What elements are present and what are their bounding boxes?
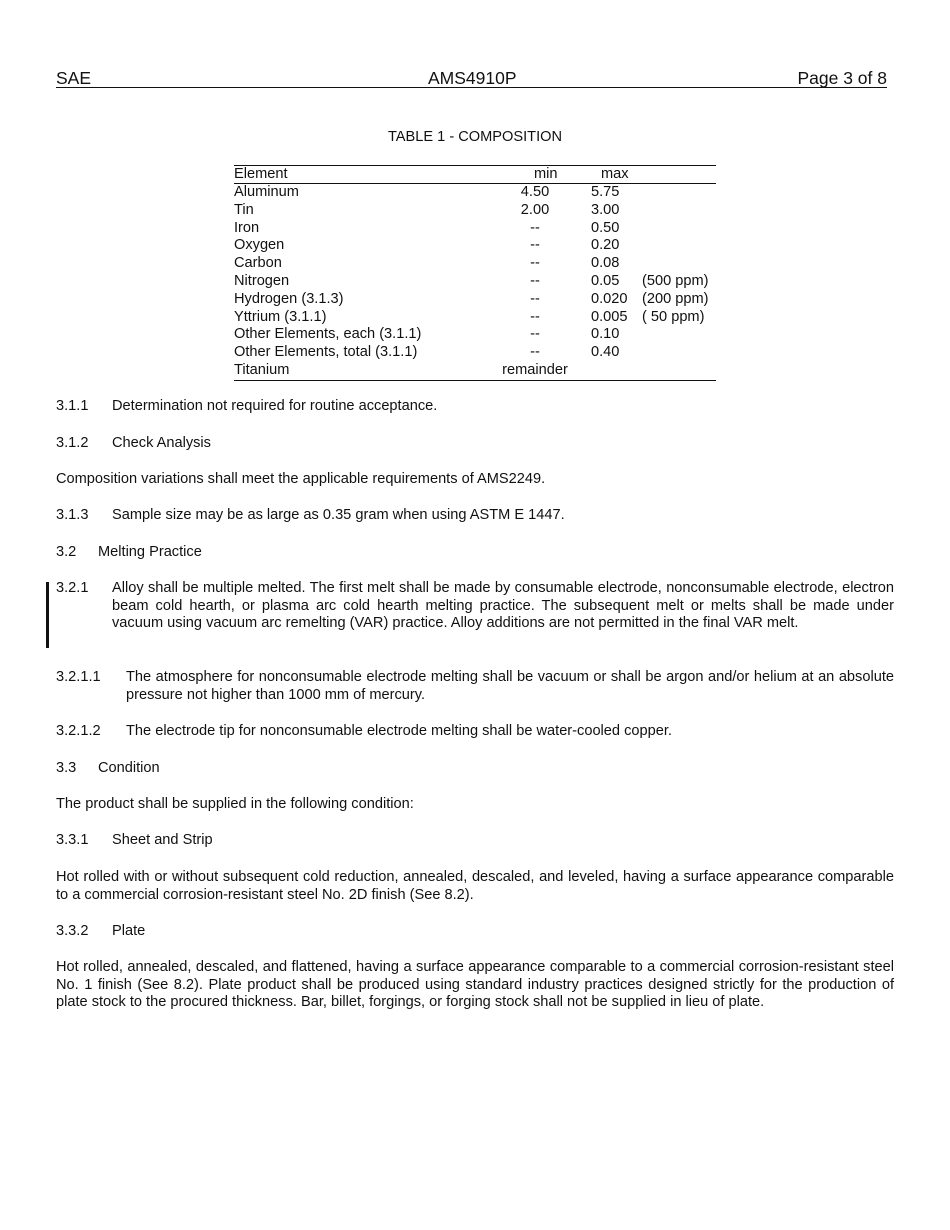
section-title-3-3-1: Sheet and Strip <box>112 832 213 848</box>
table-row <box>234 344 716 362</box>
cell-element: Aluminum <box>234 184 299 200</box>
section-number-3-2: 3.2 <box>56 544 77 560</box>
cell-max: 0.20 <box>591 237 620 254</box>
cell-min: -- <box>530 219 540 236</box>
cell-max: 0.10 <box>591 326 620 343</box>
section-number-3-1-1: 3.1.1 <box>56 398 89 414</box>
cell-element: Yttrium (3.1.1) <box>234 308 327 325</box>
cell-max: 0.50 <box>591 219 620 236</box>
section-text-3-2-1: Alloy shall be multiple melted. The first melt shall be made by consumable electrode, nonconsumable electrode, electron beam cold hearth, or plasma arc cold hearth melting practice. The subsequent melt or melts shall be made under vacuum using vacuum arc remelting (VAR) practice. Alloy additions are not permitted in the final VAR melt. <box>112 580 894 631</box>
cell-min: -- <box>530 344 540 361</box>
composition-table <box>234 165 716 381</box>
table-row <box>234 220 716 238</box>
cell-ppm: ( 50 ppm) <box>642 308 705 325</box>
cell-min: -- <box>530 308 540 325</box>
table-row <box>234 237 716 255</box>
section-number-3-1-2: 3.1.2 <box>56 435 89 451</box>
section-title-3-3-2: Plate <box>112 923 146 939</box>
col-header-min: min <box>534 166 558 182</box>
section-number-3-3: 3.3 <box>56 760 77 776</box>
section-number-3-3-1: 3.3.1 <box>56 832 89 848</box>
cell-max: 0.40 <box>591 344 620 361</box>
section-text-3-1-3: Sample size may be as large as 0.35 gram when using ASTM E 1447. <box>112 507 565 523</box>
cell-max: 3.00 <box>591 201 620 218</box>
section-title-3-2: Melting Practice <box>98 544 202 560</box>
section-text-3-2-1-1: The atmosphere for nonconsumable electrode melting shall be vacuum or shall be argon and/or helium at an absolute pressure not higher than 1000 mm of mercury. <box>126 669 894 703</box>
table-row <box>234 362 716 380</box>
table-header-row <box>234 166 716 184</box>
table-row <box>234 273 716 291</box>
header-doc-number: AMS4910P <box>428 68 517 88</box>
cell-element: Tin <box>234 201 254 218</box>
cell-ppm: (200 ppm) <box>642 290 709 307</box>
cell-min: -- <box>530 326 540 343</box>
section-number-3-1-3: 3.1.3 <box>56 507 89 523</box>
revision-change-bar <box>46 582 49 648</box>
cell-element: Oxygen <box>234 237 285 254</box>
cell-min: 2.00 <box>520 201 550 218</box>
table-caption: TABLE 1 - COMPOSITION <box>387 129 563 145</box>
table-row <box>234 202 716 220</box>
cell-max: 0.020 <box>591 290 628 307</box>
cell-max: 5.75 <box>591 184 620 200</box>
section-number-3-2-1-2: 3.2.1.2 <box>56 723 101 739</box>
table-row <box>234 255 716 273</box>
cell-element: Iron <box>234 219 260 236</box>
table-row <box>234 184 716 202</box>
cell-min: 4.50 <box>520 184 550 200</box>
section-text-3-2-1-2: The electrode tip for nonconsumable electrode melting shall be water-cooled copper. <box>126 723 672 739</box>
cell-element: Other Elements, total (3.1.1) <box>234 344 418 361</box>
cell-element: Titanium <box>234 361 290 378</box>
section-text-3-1-1: Determination not required for routine acceptance. <box>112 398 438 414</box>
cell-element: Nitrogen <box>234 272 290 289</box>
header-org: SAE <box>56 68 92 88</box>
table-row <box>234 291 716 309</box>
section-body-3-1-2: Composition variations shall meet the applicable requirements of AMS2249. <box>56 471 546 487</box>
cell-min: remainder <box>502 361 568 378</box>
cell-element: Other Elements, each (3.1.1) <box>234 326 422 343</box>
section-number-3-2-1: 3.2.1 <box>56 580 89 596</box>
section-body-3-3: The product shall be supplied in the following condition: <box>56 796 414 812</box>
col-header-element: Element <box>234 166 288 182</box>
table-body <box>234 184 716 380</box>
cell-max: 0.08 <box>591 255 620 272</box>
header-page-number: Page 3 of 8 <box>797 68 887 88</box>
section-body-3-3-2: Hot rolled, annealed, descaled, and flattened, having a surface appearance comparable to a commercial corrosion-resistant steel No. 1 finish (See 8.2). Plate product shall be produced using standard industry practices designed strictly for the production of plate stock to the procured thickness. Bar, billet, forgings, or forging stock shall not be supplied in lieu of plate. <box>56 959 894 1010</box>
section-title-3-3: Condition <box>98 760 160 776</box>
table-row <box>234 309 716 327</box>
cell-min: -- <box>530 290 540 307</box>
cell-max: 0.005 <box>591 308 628 325</box>
cell-max: 0.05 <box>591 272 620 289</box>
cell-min: -- <box>530 272 540 289</box>
table-row <box>234 326 716 344</box>
cell-element: Carbon <box>234 255 282 272</box>
cell-element: Hydrogen (3.1.3) <box>234 290 344 307</box>
cell-min: -- <box>530 255 540 272</box>
section-body-3-3-1: Hot rolled with or without subsequent cold reduction, annealed, descaled, and leveled, having a surface appearance comparable to a commercial corrosion-resistant steel No. 2D finish (See 8.2). <box>56 869 894 903</box>
cell-min: -- <box>530 237 540 254</box>
section-title-3-1-2: Check Analysis <box>112 435 211 451</box>
page-header <box>56 67 887 88</box>
col-header-max: max <box>601 166 629 182</box>
section-number-3-2-1-1: 3.2.1.1 <box>56 669 101 685</box>
section-number-3-3-2: 3.3.2 <box>56 923 89 939</box>
cell-ppm: (500 ppm) <box>642 272 709 289</box>
